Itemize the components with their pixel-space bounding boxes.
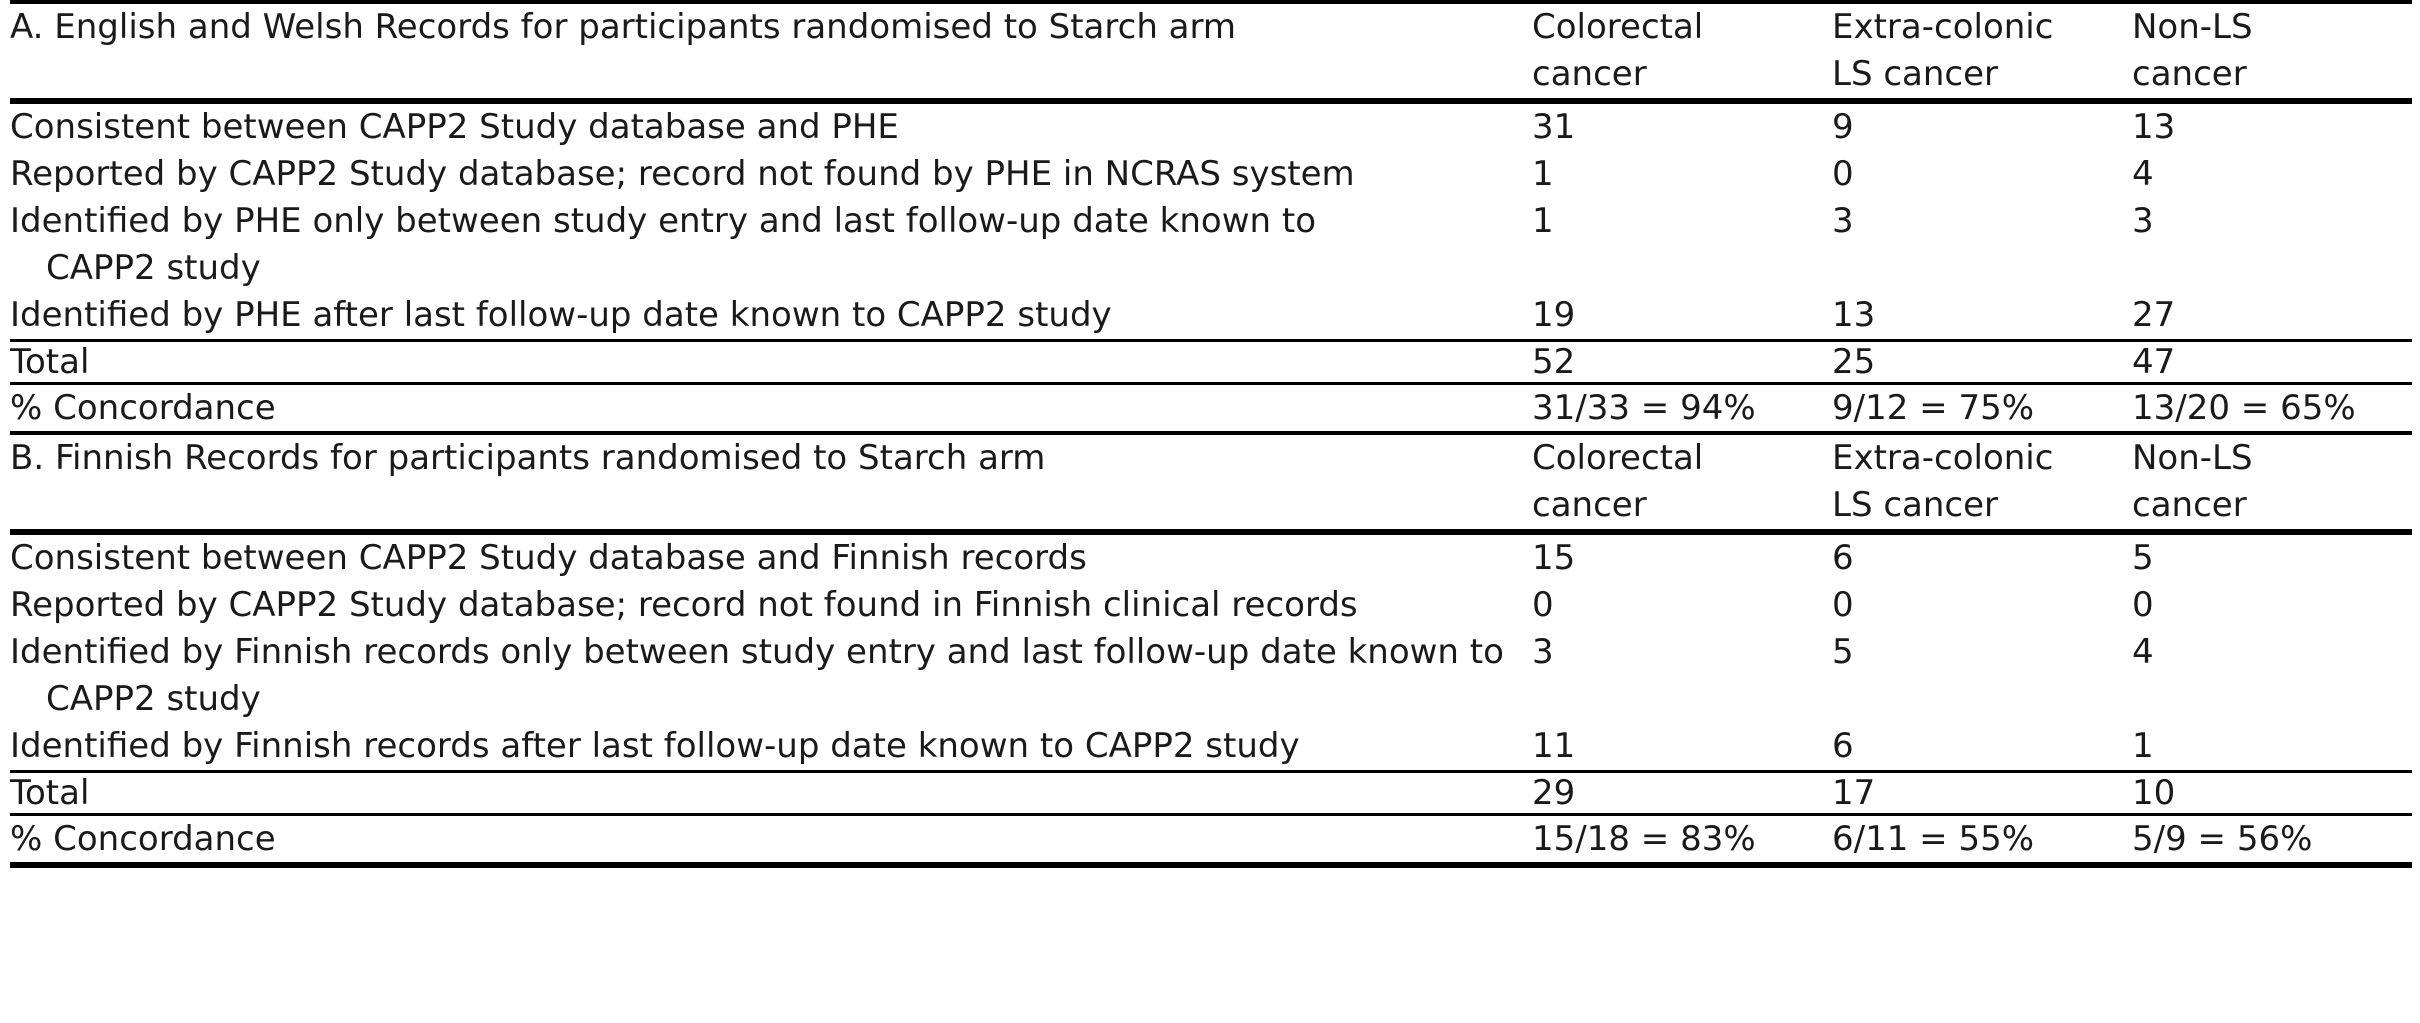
cell-value: 3 (1832, 201, 1854, 241)
total-row (10, 341, 2412, 384)
section-a-title: A. English and Welsh Records for participants randomised to Starch arm (10, 2, 1532, 101)
cell-value: 3 (2132, 201, 2154, 241)
table-row (10, 723, 2412, 772)
cell-value: 6 (1832, 726, 1854, 766)
column-header-non-ls: Non-LS cancer (2132, 433, 2412, 532)
cell-value: 15 (1532, 538, 1576, 578)
cell-value: 1 (2132, 726, 2154, 766)
section-b-title: B. Finnish Records for participants randomised to Starch arm (10, 433, 1532, 532)
cell-value: 27 (2132, 295, 2176, 335)
table-row (10, 532, 2412, 582)
row-label: Reported by CAPP2 Study database; record not found in Finnish clinical records (10, 585, 1358, 625)
concordance-value: 15/18 = 83% (1532, 815, 1832, 866)
total-value: 17 (1832, 772, 2132, 815)
cell-value: 0 (2132, 585, 2154, 625)
table-row (10, 582, 2412, 629)
column-header-colorectal: Colorectal cancer (1532, 433, 1832, 532)
concordance-value: 5/9 = 56% (2132, 815, 2412, 866)
column-header-colorectal: Colorectal cancer (1532, 2, 1832, 101)
concordance-row (10, 384, 2412, 434)
cell-value: 13 (1832, 295, 1876, 335)
total-label: Total (10, 341, 1532, 384)
table-row (10, 101, 2412, 151)
section-a-header (10, 2, 2412, 101)
column-header-non-ls: Non-LS cancer (2132, 2, 2412, 101)
row-label: Identified by Finnish records only between study entry and last follow-up date known to CAPP2 study (10, 632, 1504, 719)
cell-value: 5 (1832, 632, 1854, 672)
concordance-value: 13/20 = 65% (2132, 388, 2356, 428)
cell-value: 11 (1532, 726, 1576, 766)
table-row (10, 198, 2412, 292)
records-comparison-table (10, 0, 2412, 868)
cell-value: 5 (2132, 538, 2154, 578)
cell-value: 19 (1532, 295, 1576, 335)
cell-value: 3 (1532, 632, 1554, 672)
concordance-label: % Concordance (10, 815, 1532, 866)
total-value: 25 (1832, 341, 2132, 384)
row-label: Consistent between CAPP2 Study database and Finnish records (10, 538, 1087, 578)
cell-value: 9 (1832, 107, 1854, 147)
cell-value: 0 (1832, 585, 1854, 625)
table-row (10, 151, 2412, 198)
total-value: 10 (2132, 772, 2412, 815)
cell-value: 4 (2132, 154, 2154, 194)
row-label: Identified by Finnish records after last follow-up date known to CAPP2 study (10, 726, 1300, 766)
cell-value: 13 (2132, 107, 2176, 147)
row-label: Consistent between CAPP2 Study database and PHE (10, 107, 899, 147)
column-header-extra-colonic: Extra-colonic LS cancer (1832, 433, 2132, 532)
row-label: Identified by PHE only between study entry and last follow-up date known to CAPP2 study (10, 201, 1317, 288)
concordance-value: 31/33 = 94% (1532, 388, 1756, 428)
total-label: Total (10, 772, 1532, 815)
concordance-value: 9/12 = 75% (1832, 388, 2035, 428)
cell-value: 4 (2132, 632, 2154, 672)
row-label: Identified by PHE after last follow-up date known to CAPP2 study (10, 295, 1112, 335)
concordance-value: 6/11 = 55% (1832, 815, 2132, 866)
cell-value: 1 (1532, 154, 1554, 194)
cell-value: 6 (1832, 538, 1854, 578)
table-row (10, 292, 2412, 341)
table-row (10, 629, 2412, 723)
total-value: 47 (2132, 341, 2412, 384)
cell-value: 31 (1532, 107, 1576, 147)
total-value: 29 (1532, 772, 1832, 815)
concordance-row (10, 815, 2412, 866)
concordance-table (10, 0, 2412, 868)
cell-value: 0 (1832, 154, 1854, 194)
cell-value: 1 (1532, 201, 1554, 241)
total-value: 52 (1532, 341, 1832, 384)
cell-value: 0 (1532, 585, 1554, 625)
row-label: Reported by CAPP2 Study database; record not found by PHE in NCRAS system (10, 154, 1355, 194)
total-row (10, 772, 2412, 815)
concordance-label: % Concordance (10, 388, 276, 428)
column-header-extra-colonic: Extra-colonic LS cancer (1832, 2, 2132, 101)
section-b-header (10, 433, 2412, 532)
